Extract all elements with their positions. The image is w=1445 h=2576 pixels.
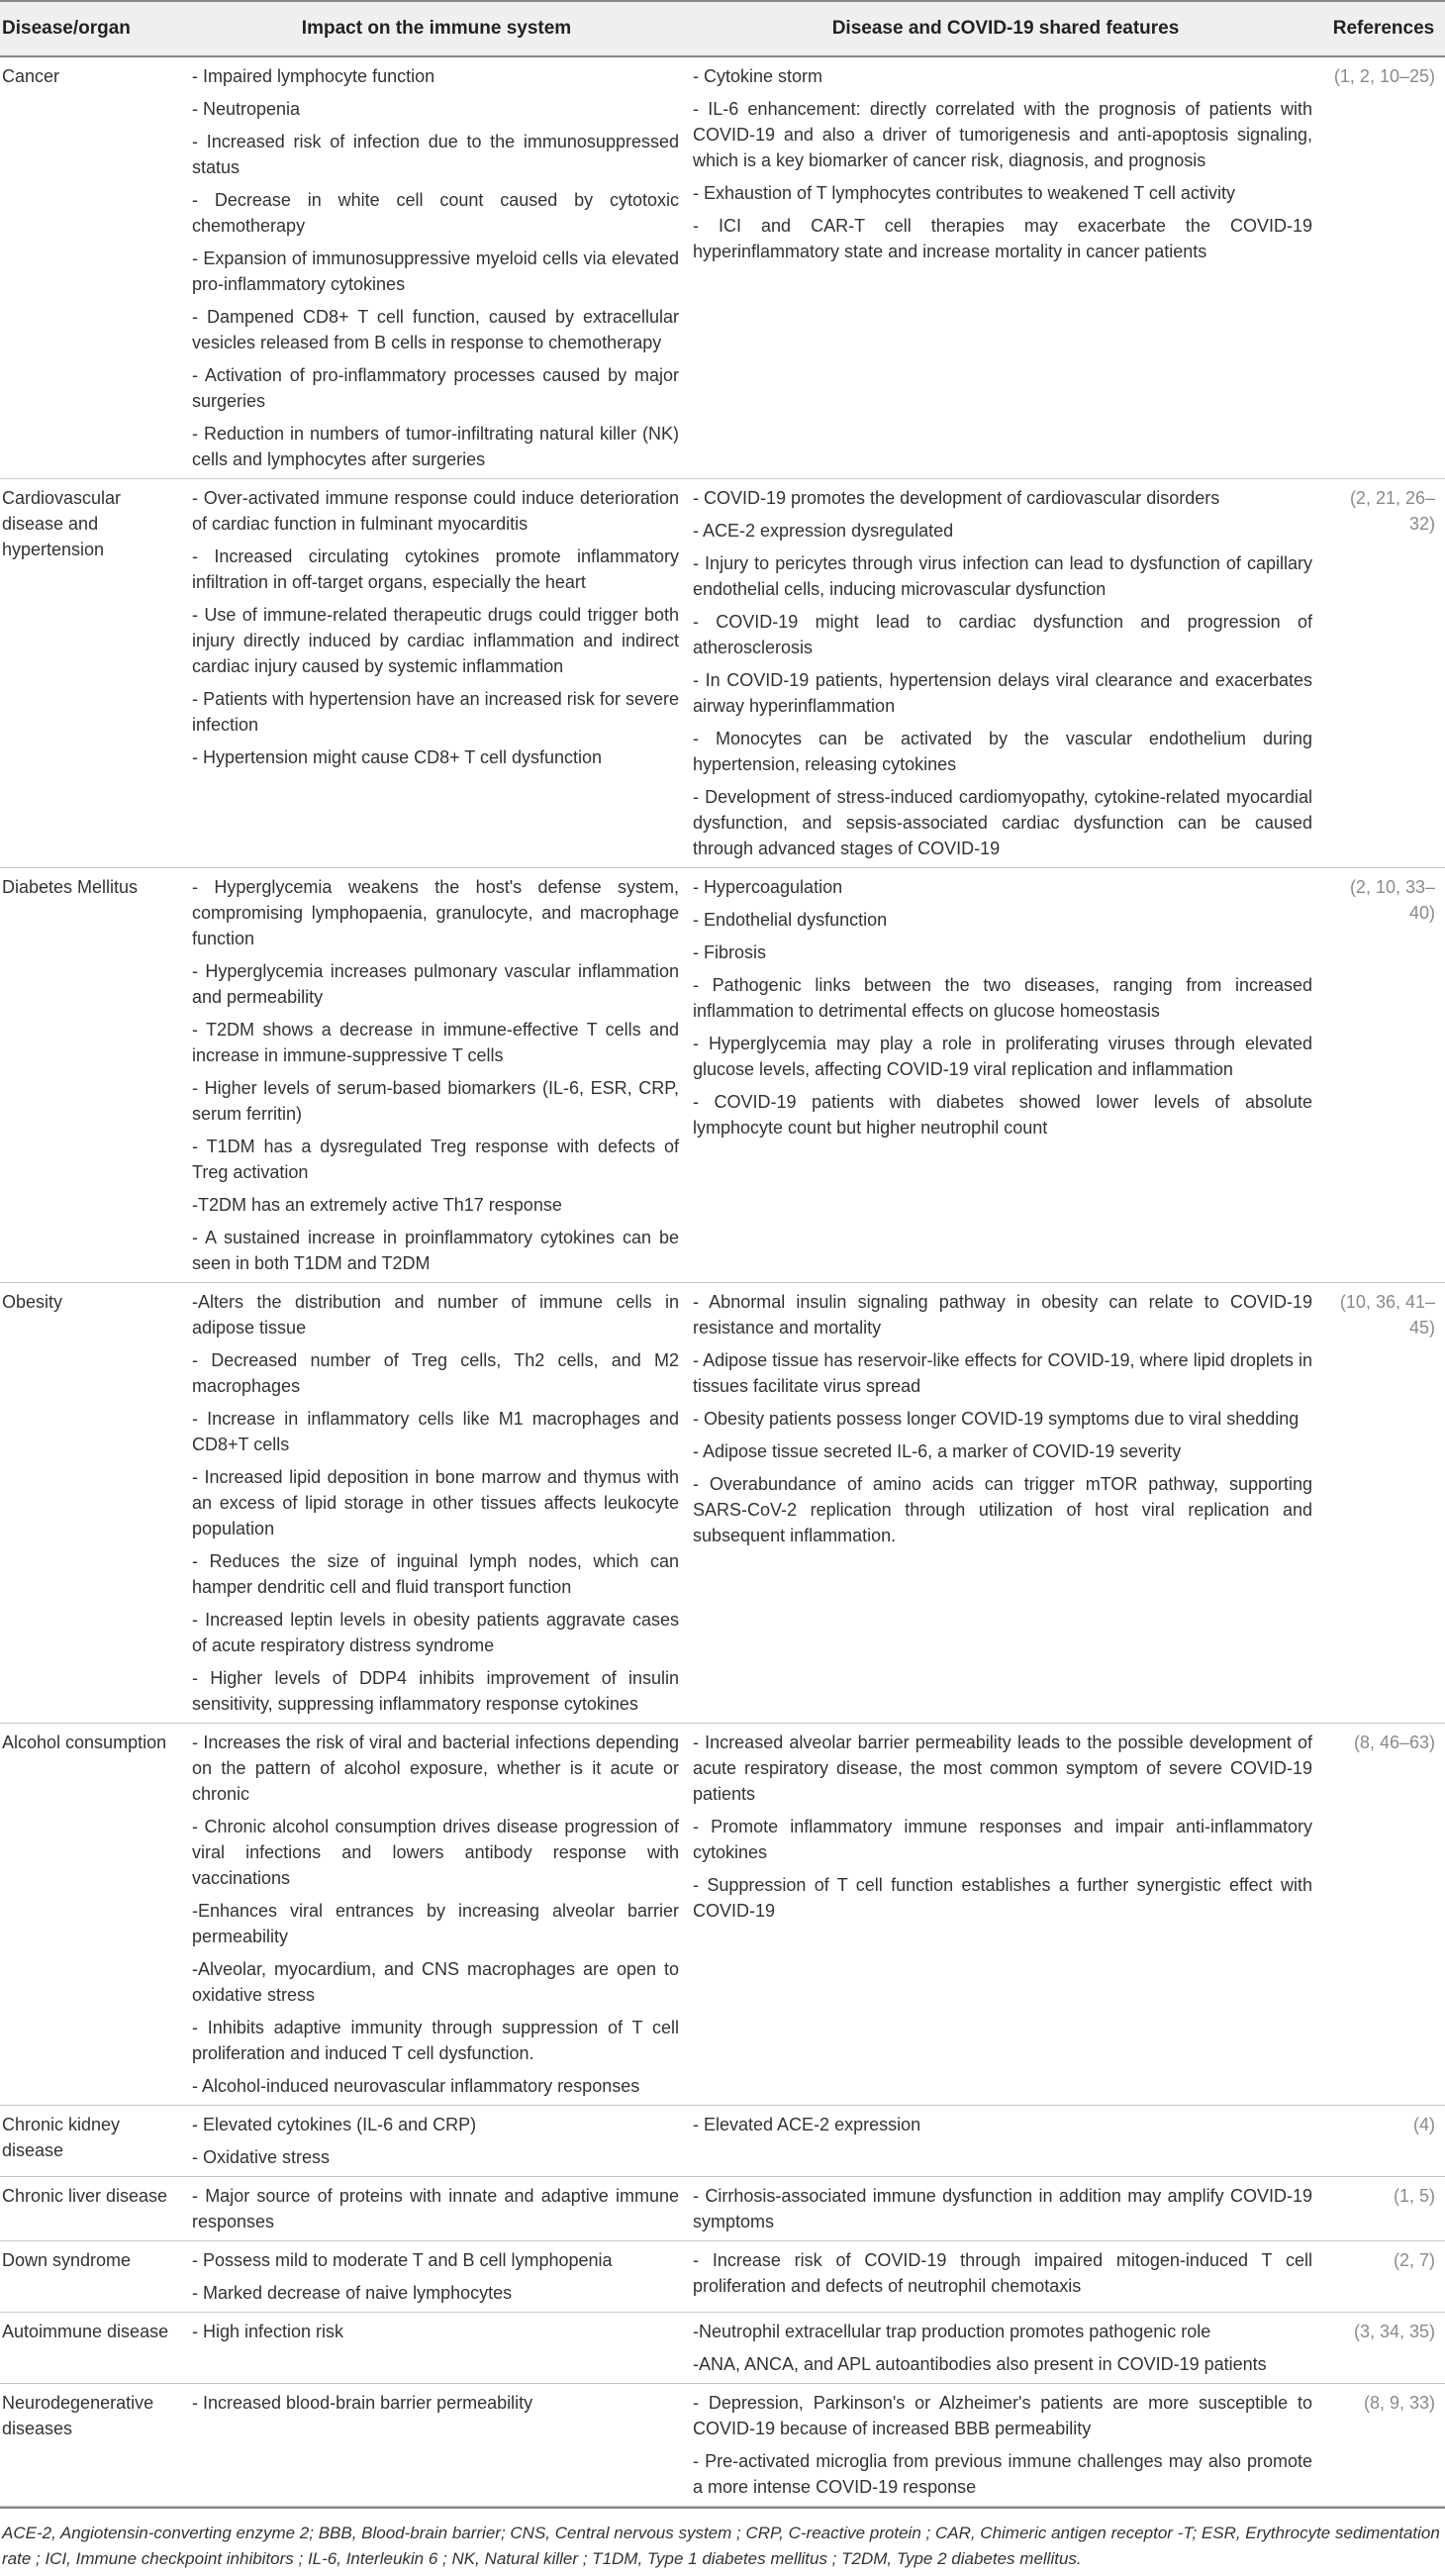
table-row bbox=[0, 2106, 1445, 2177]
table-footnote: ACE-2, Angiotensin-converting enzyme 2; BBB, Blood-brain barrier; CNS, Central nervous system ; CRP, C-reactive protein ; CAR, Chimeric antigen receptor -T; ESR, Erythrocyte sedimentation rate ; ICI, Immune checkpoint inhibitors ; IL-6, Interleukin 6 ; NK, Natural killer ; T1DM, Type 1 diabetes mellitus ; T2DM, Type 2 diabetes mellitus. bbox=[0, 2507, 1445, 2572]
impact-item: - Higher levels of serum-based biomarkers (IL-6, ESR, CRP, serum ferritin) bbox=[192, 1078, 679, 1124]
impact-item: - Patients with hypertension have an increased risk for severe infection bbox=[192, 689, 679, 735]
impact-item: - Dampened CD8+ T cell function, caused by extracellular vesicles released from B cells in response to chemotherapy bbox=[192, 307, 679, 352]
impact-item: - Marked decrease of naive lymphocytes bbox=[192, 2283, 513, 2303]
impact-item: - Alcohol-induced neurovascular inflammatory responses bbox=[192, 2076, 640, 2096]
impact-cell bbox=[184, 2241, 689, 2313]
impact-item: - Major source of proteins with innate and adaptive immune responses bbox=[192, 2186, 679, 2231]
impact-item: - Hypertension might cause CD8+ T cell dysfunction bbox=[192, 747, 603, 767]
shared-feature-item: - Injury to pericytes through virus infection can lead to dysfunction of capillary endothelial cells, inducing microvascular dysfunction bbox=[693, 553, 1312, 599]
table-row bbox=[0, 2384, 1445, 2507]
references-cell: (2, 21, 26–32) bbox=[1322, 479, 1445, 868]
references-cell: (3, 34, 35) bbox=[1322, 2313, 1445, 2384]
header-shared-features: Disease and COVID-19 shared features bbox=[689, 1, 1322, 56]
impact-item: - Neutropenia bbox=[192, 99, 301, 119]
impact-item: - Activation of pro-inflammatory processes caused by major surgeries bbox=[192, 365, 679, 411]
impact-item: - Higher levels of DDP4 inhibits improvement of insulin sensitivity, suppressing inflammatory response cytokines bbox=[192, 1668, 679, 1714]
shared-feature-item: - Cirrhosis-associated immune dysfunction in addition may amplify COVID-19 symptoms bbox=[693, 2186, 1312, 2231]
impact-item: -Alters the distribution and number of immune cells in adipose tissue bbox=[192, 1292, 679, 1338]
table-row bbox=[0, 56, 1445, 479]
shared-features-cell bbox=[689, 868, 1322, 1283]
impact-item: - High infection risk bbox=[192, 2322, 344, 2341]
disease-name: Cardiovascular disease and hypertension bbox=[0, 479, 184, 868]
table-body bbox=[0, 56, 1445, 2507]
impact-item: - Possess mild to moderate T and B cell lymphopenia bbox=[192, 2250, 613, 2270]
impact-cell bbox=[184, 479, 689, 868]
references-cell: (1, 2, 10–25) bbox=[1322, 56, 1445, 479]
shared-features-cell bbox=[689, 2241, 1322, 2313]
impact-item: - Increased circulating cytokines promote inflammatory infiltration in off-target organs, especially the heart bbox=[192, 546, 679, 592]
shared-feature-item: - ICI and CAR-T cell therapies may exacerbate the COVID-19 hyperinflammatory state and increase mortality in cancer patients bbox=[693, 216, 1312, 261]
references-cell: (10, 36, 41–45) bbox=[1322, 1283, 1445, 1724]
disease-name: Cancer bbox=[0, 56, 184, 479]
references-cell: (1, 5) bbox=[1322, 2177, 1445, 2241]
impact-item: - Decrease in white cell count caused by cytotoxic chemotherapy bbox=[192, 190, 679, 236]
shared-features-cell bbox=[689, 2106, 1322, 2177]
impact-cell bbox=[184, 1283, 689, 1724]
shared-features-cell bbox=[689, 2313, 1322, 2384]
shared-feature-item: - Elevated ACE-2 expression bbox=[693, 2115, 921, 2134]
table-row bbox=[0, 479, 1445, 868]
impact-cell bbox=[184, 2384, 689, 2507]
shared-feature-item: -Neutrophil extracellular trap production promotes pathogenic role bbox=[693, 2322, 1211, 2341]
impact-item: - Use of immune-related therapeutic drugs could trigger both injury directly induced by cardiac inflammation and indirect cardiac injury caused by systemic inflammation bbox=[192, 605, 679, 676]
table-row bbox=[0, 868, 1445, 1283]
impact-item: - T2DM shows a decrease in immune-effective T cells and increase in immune-suppressive T cells bbox=[192, 1020, 679, 1065]
shared-feature-item: - Endothelial dysfunction bbox=[693, 910, 888, 930]
impact-item: -T2DM has an extremely active Th17 response bbox=[192, 1195, 562, 1215]
impact-item: - Over-activated immune response could induce deterioration of cardiac function in fulminant myocarditis bbox=[192, 488, 679, 534]
disease-name: Down syndrome bbox=[0, 2241, 184, 2313]
impact-item: - Chronic alcohol consumption drives disease progression of viral infections and lowers antibody response with vaccinations bbox=[192, 1817, 679, 1888]
impact-item: -Enhances viral entrances by increasing alveolar barrier permeability bbox=[192, 1901, 679, 1946]
impact-cell bbox=[184, 2106, 689, 2177]
impact-item: - Decreased number of Treg cells, Th2 cells, and M2 macrophages bbox=[192, 1350, 679, 1396]
shared-features-cell bbox=[689, 479, 1322, 868]
impact-item: - Increase in inflammatory cells like M1 macrophages and CD8+T cells bbox=[192, 1409, 679, 1454]
impact-item: - T1DM has a dysregulated Treg response with defects of Treg activation bbox=[192, 1137, 679, 1182]
shared-feature-item: - Exhaustion of T lymphocytes contributes to weakened T cell activity bbox=[693, 183, 1235, 203]
shared-feature-item: - ACE-2 expression dysregulated bbox=[693, 521, 954, 541]
shared-feature-item: - Fibrosis bbox=[693, 942, 767, 962]
shared-feature-item: - Adipose tissue secreted IL-6, a marker of COVID-19 severity bbox=[693, 1441, 1182, 1461]
disease-name: Chronic kidney disease bbox=[0, 2106, 184, 2177]
shared-feature-item: - Overabundance of amino acids can trigger mTOR pathway, supporting SARS-CoV-2 replication through utilization of host viral replication and subsequent inflammation. bbox=[693, 1474, 1312, 1545]
shared-features-cell bbox=[689, 1283, 1322, 1724]
impact-cell bbox=[184, 2313, 689, 2384]
disease-name: Autoimmune disease bbox=[0, 2313, 184, 2384]
shared-feature-item: - Increased alveolar barrier permeability leads to the possible development of acute respiratory disease, the most common symptom of severe COVID-19 patients bbox=[693, 1733, 1312, 1804]
table-row bbox=[0, 1724, 1445, 2106]
shared-feature-item: - Adipose tissue has reservoir-like effects for COVID-19, where lipid droplets in tissues facilitate virus spread bbox=[693, 1350, 1312, 1396]
table-row bbox=[0, 2241, 1445, 2313]
shared-feature-item: - Obesity patients possess longer COVID-19 symptoms due to viral shedding bbox=[693, 1409, 1300, 1429]
shared-features-cell bbox=[689, 2177, 1322, 2241]
shared-feature-item: - Monocytes can be activated by the vascular endothelium during hypertension, releasing cytokines bbox=[693, 729, 1312, 774]
impact-item: - Elevated cytokines (IL-6 and CRP) bbox=[192, 2115, 477, 2134]
impact-item: - Hyperglycemia weakens the host's defense system, compromising lymphopaenia, granulocyte, and macrophage function bbox=[192, 877, 679, 948]
references-cell: (8, 46–63) bbox=[1322, 1724, 1445, 2106]
impact-item: - Increased lipid deposition in bone marrow and thymus with an excess of lipid storage in other tissues affects leukocyte population bbox=[192, 1467, 679, 1538]
shared-features-cell bbox=[689, 2384, 1322, 2507]
shared-feature-item: - Hypercoagulation bbox=[693, 877, 843, 897]
shared-features-cell bbox=[689, 1724, 1322, 2106]
shared-feature-item: - In COVID-19 patients, hypertension delays viral clearance and exacerbates airway hyperinflammation bbox=[693, 670, 1312, 716]
disease-name: Obesity bbox=[0, 1283, 184, 1724]
references-cell: (4) bbox=[1322, 2106, 1445, 2177]
impact-item: - Oxidative stress bbox=[192, 2147, 331, 2167]
references-cell: (2, 7) bbox=[1322, 2241, 1445, 2313]
shared-feature-item: - Abnormal insulin signaling pathway in obesity can relate to COVID-19 resistance and mortality bbox=[693, 1292, 1312, 1338]
impact-item: - Increased leptin levels in obesity patients aggravate cases of acute respiratory distress syndrome bbox=[192, 1610, 679, 1655]
disease-name: Diabetes Mellitus bbox=[0, 868, 184, 1283]
shared-feature-item: - IL-6 enhancement: directly correlated with the prognosis of patients with COVID-19 and also a driver of tumorigenesis and anti-apoptosis signaling, which is a key biomarker of cancer risk, diagnosis, and prognosis bbox=[693, 99, 1312, 170]
references-cell: (2, 10, 33–40) bbox=[1322, 868, 1445, 1283]
table-row bbox=[0, 2177, 1445, 2241]
shared-feature-item: - Increase risk of COVID-19 through impaired mitogen-induced T cell proliferation and defects of neutrophil chemotaxis bbox=[693, 2250, 1312, 2296]
impact-item: - Expansion of immunosuppressive myeloid cells via elevated pro-inflammatory cytokines bbox=[192, 248, 679, 294]
impact-item: - Increased risk of infection due to the immunosuppressed status bbox=[192, 132, 679, 177]
shared-feature-item: - Cytokine storm bbox=[693, 66, 823, 86]
impact-cell bbox=[184, 56, 689, 479]
impact-item: - Inhibits adaptive immunity through suppression of T cell proliferation and induced T cell dysfunction. bbox=[192, 2018, 679, 2063]
shared-feature-item: - Promote inflammatory immune responses and impair anti-inflammatory cytokines bbox=[693, 1817, 1312, 1862]
disease-name: Neurodegenerative diseases bbox=[0, 2384, 184, 2507]
shared-features-cell bbox=[689, 56, 1322, 479]
impact-item: - Increases the risk of viral and bacterial infections depending on the pattern of alcohol exposure, whether is it acute or chronic bbox=[192, 1733, 679, 1804]
shared-feature-item: - COVID-19 promotes the development of cardiovascular disorders bbox=[693, 488, 1220, 508]
shared-feature-item: - Pre-activated microglia from previous immune challenges may also promote a more intense COVID-19 response bbox=[693, 2451, 1312, 2497]
impact-item: - Impaired lymphocyte function bbox=[192, 66, 435, 86]
shared-feature-item: - COVID-19 patients with diabetes showed lower levels of absolute lymphocyte count but higher neutrophil count bbox=[693, 1092, 1312, 1138]
shared-feature-item: - Hyperglycemia may play a role in proliferating viruses through elevated glucose levels, affecting COVID-19 viral replication and inflammation bbox=[693, 1034, 1312, 1079]
shared-feature-item: - Depression, Parkinson's or Alzheimer's patients are more susceptible to COVID-19 because of increased BBB permeability bbox=[693, 2393, 1312, 2438]
disease-name: Alcohol consumption bbox=[0, 1724, 184, 2106]
impact-item: - A sustained increase in proinflammatory cytokines can be seen in both T1DM and T2DM bbox=[192, 1228, 679, 1273]
impact-cell bbox=[184, 1724, 689, 2106]
shared-feature-item: - Pathogenic links between the two diseases, ranging from increased inflammation to detrimental effects on glucose homeostasis bbox=[693, 975, 1312, 1021]
impact-cell bbox=[184, 2177, 689, 2241]
table-row bbox=[0, 1283, 1445, 1724]
impact-item: - Hyperglycemia increases pulmonary vascular inflammation and permeability bbox=[192, 961, 679, 1007]
header-references: References bbox=[1322, 1, 1445, 56]
disease-name: Chronic liver disease bbox=[0, 2177, 184, 2241]
shared-feature-item: - COVID-19 might lead to cardiac dysfunction and progression of atherosclerosis bbox=[693, 612, 1312, 657]
header-disease-organ: Disease/organ bbox=[0, 1, 184, 56]
header-impact: Impact on the immune system bbox=[184, 1, 689, 56]
impact-item: - Increased blood-brain barrier permeability bbox=[192, 2393, 533, 2413]
shared-feature-item: - Development of stress-induced cardiomyopathy, cytokine-related myocardial dysfunction, and sepsis-associated cardiac dysfunction can be caused through advanced stages of COVID-19 bbox=[693, 787, 1312, 858]
impact-cell bbox=[184, 868, 689, 1283]
table-row bbox=[0, 2313, 1445, 2384]
shared-feature-item: - Suppression of T cell function establishes a further synergistic effect with COVID-19 bbox=[693, 1875, 1312, 1921]
shared-feature-item: -ANA, ANCA, and APL autoantibodies also present in COVID-19 patients bbox=[693, 2354, 1267, 2374]
references-cell: (8, 9, 33) bbox=[1322, 2384, 1445, 2507]
table-header bbox=[0, 1, 1445, 56]
impact-item: - Reduction in numbers of tumor-infiltrating natural killer (NK) cells and lymphocytes after surgeries bbox=[192, 424, 679, 469]
impact-item: -Alveolar, myocardium, and CNS macrophages are open to oxidative stress bbox=[192, 1959, 679, 2005]
impact-item: - Reduces the size of inguinal lymph nodes, which can hamper dendritic cell and fluid transport function bbox=[192, 1551, 679, 1597]
header-row bbox=[0, 1, 1445, 56]
